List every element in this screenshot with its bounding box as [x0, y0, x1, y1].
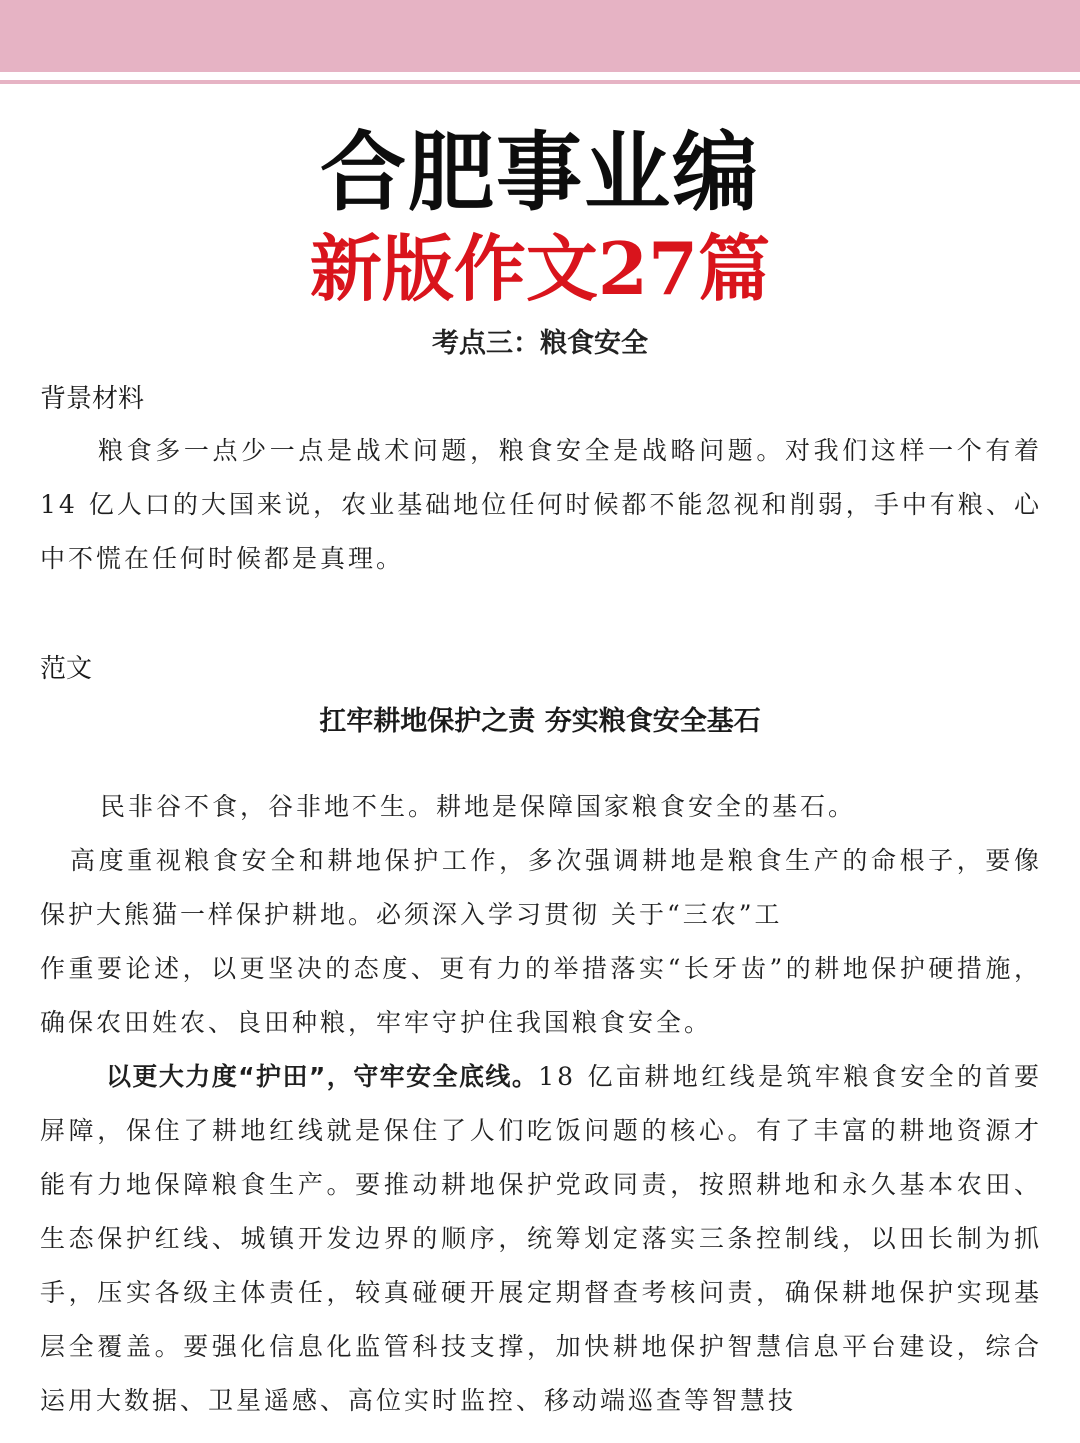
paragraph-lead-bold: 以更大力度“护田”，守牢安全底线。 [106, 1062, 539, 1091]
essay-paragraph-1: 民非谷不食，谷非地不生。耕地是保障国家粮食安全的基石。 [100, 792, 857, 821]
background-heading: 背景材料 [40, 384, 145, 414]
banner-divider [0, 80, 1080, 84]
paragraph-body: 18 亿亩耕地红线是筑牢粮食安全的首要屏障，保住了耕地红线就是保住了人们吃饭问题的核心。有了丰富的耕地资源才能有力地保障粮食生产。要推动耕地保护党政同责，按照耕地和永久基本农田、生态保护红线、城镇开发边界的顺序，统筹划定落实三条控制线，以田长制为抓手，压实各级主体责任，较真碰硬开展定期督查考核问责，确保耕地保护实现基层全覆盖。要强化信息化监管科技支撑，加快耕地保护智慧信息平台建设，综合运用大数据、卫星遥感、高位实时监控、移动端巡查等智慧技 [40, 1062, 1042, 1415]
document-subtitle: 新版作文27篇 [309, 226, 771, 311]
top-banner [0, 0, 1080, 72]
background-paragraph: 粮食多一点少一点是战术问题，粮食安全是战略问题。对我们这样一个有着 14 亿人口的大国来说，农业基础地位任何时候都不能忽视和削弱，手中有粮、心中不慌在任何时候都是真理。 [40, 436, 1042, 573]
topic-label: 考点三：粮食安全 [432, 328, 648, 359]
essay-title: 扛牢耕地保护之责 夯实粮食安全基石 [319, 706, 761, 737]
essay-paragraph-2: 高度重视粮食安全和耕地保护工作，多次强调耕地是粮食生产的命根子，要像保护大熊猫一样保护耕地。必须深入学习贯彻 关于“三农”工 [40, 846, 1042, 929]
document-title: 合肥事业编 [320, 123, 760, 223]
essay-paragraph-2-continued: 作重要论述，以更坚决的态度、更有力的举措落实“长牙齿”的耕地保护硬措施，确保农田姓农、良田种粮，牢牢守护住我国粮食安全。 [40, 954, 1042, 1037]
essay-paragraph-3 [40, 1050, 1042, 1428]
essay-heading: 范文 [40, 654, 93, 684]
